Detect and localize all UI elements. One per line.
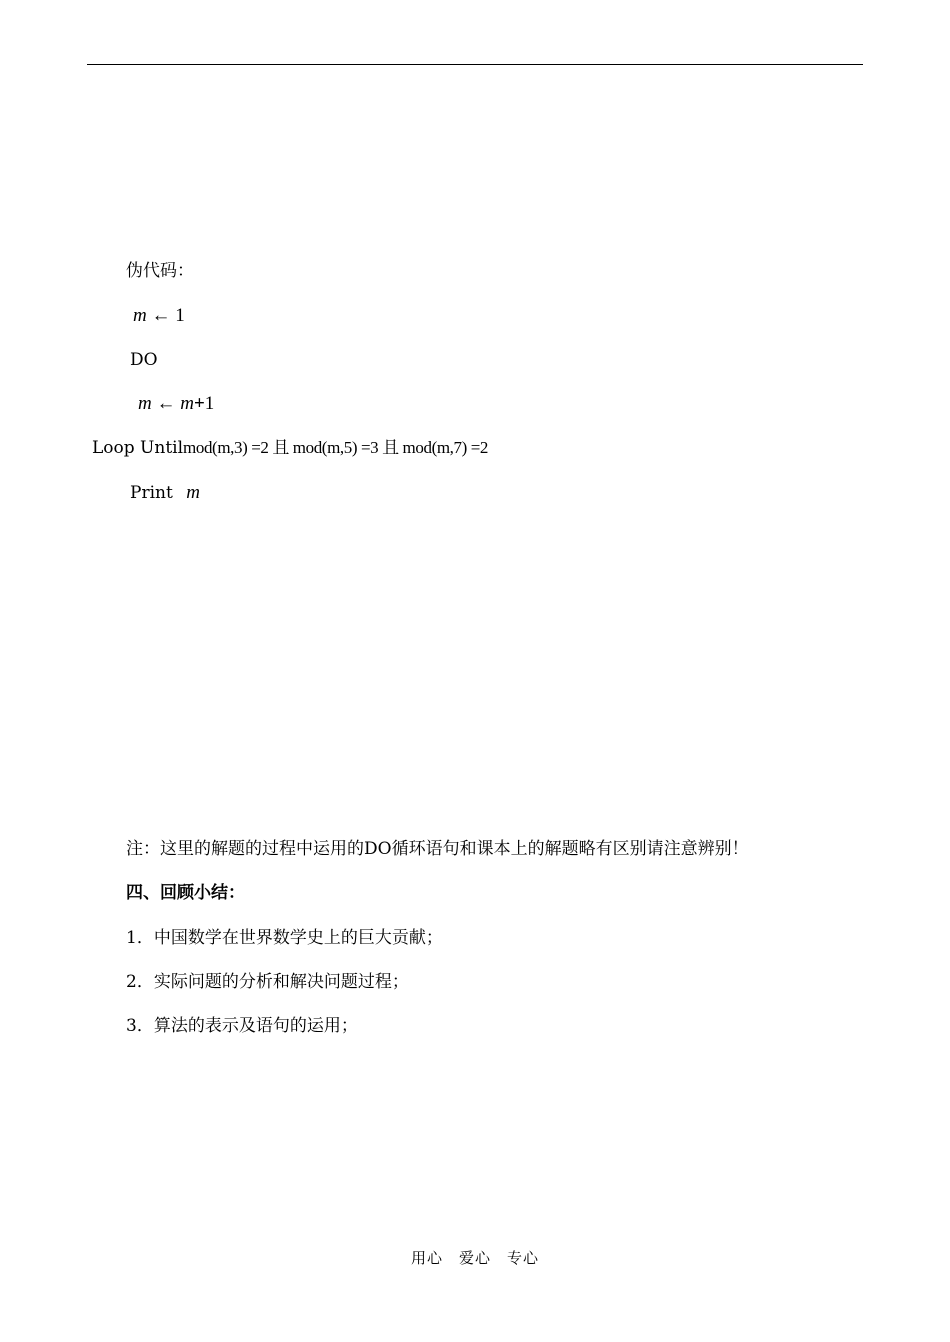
assign-arrow: ← (151, 305, 171, 326)
var-m: m (133, 305, 147, 326)
rhs-var-m: m (180, 393, 194, 414)
init-value: 1 (175, 305, 185, 326)
plus-sign: + (193, 393, 205, 414)
list-item: 1．中国数学在世界数学史上的巨大贡献； (126, 928, 443, 948)
assign-arrow: ← (156, 393, 176, 414)
loop-condition: mod(m,3) =2 且 mod(m,5) =3 且 mod(m,7) =2 (183, 438, 488, 457)
assign-loop-line (138, 393, 214, 415)
loop-until-line (92, 437, 488, 459)
rhs-const: 1 (204, 393, 215, 414)
assign-init-line (133, 305, 185, 327)
do-keyword: DO (130, 350, 158, 370)
page-footer: 用心 爱心 专心 (410, 1249, 539, 1267)
pseudocode-label: 伪代码： (126, 261, 194, 281)
var-m: m (138, 393, 152, 414)
note-text: 注：这里的解题的过程中运用的DO循环语句和课本上的解题略有区别请注意辨别！ (126, 839, 749, 859)
print-line (130, 482, 200, 504)
list-item: 2．实际问题的分析和解决问题过程； (126, 972, 409, 992)
list-item: 3．算法的表示及语句的运用； (126, 1016, 358, 1036)
print-var: m (186, 482, 200, 503)
loop-until-keyword: Loop Until (92, 438, 184, 458)
print-keyword: Print (130, 483, 173, 503)
summary-heading: 四、回顾小结： (126, 883, 245, 903)
header-rule (87, 64, 863, 65)
